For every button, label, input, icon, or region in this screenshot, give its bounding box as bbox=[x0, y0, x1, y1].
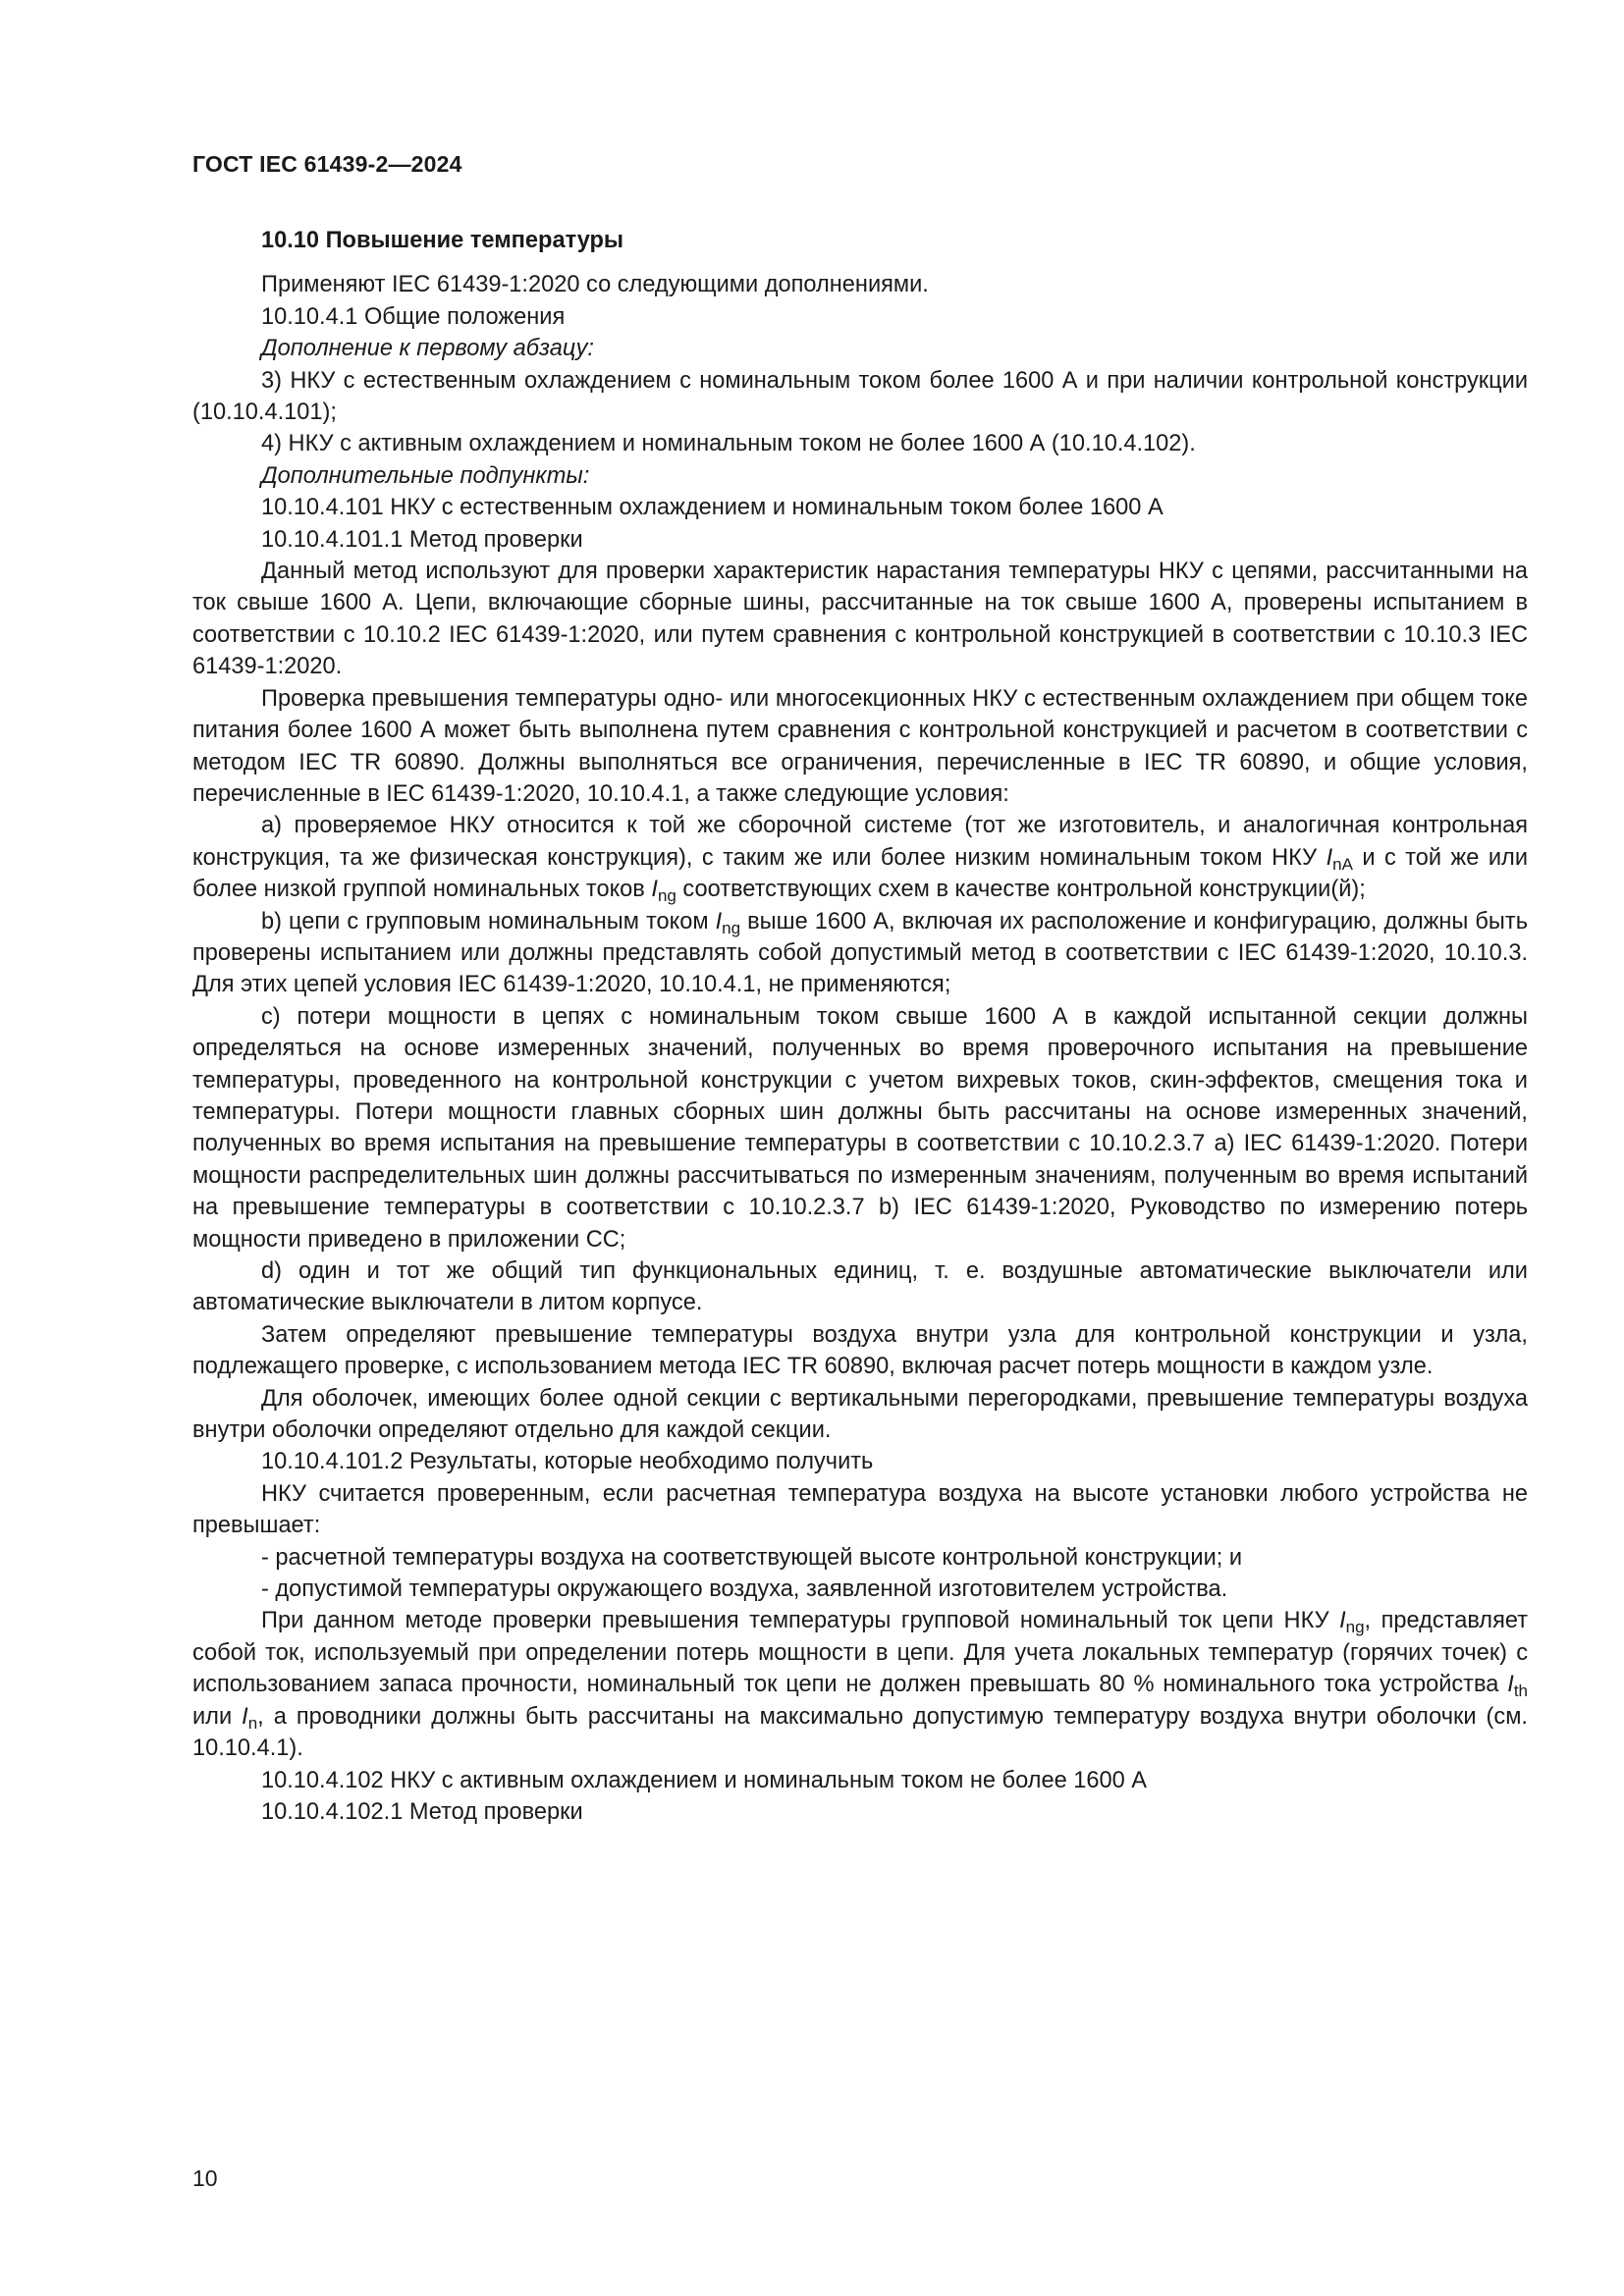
amendment-note: Дополнение к первому абзацу: bbox=[261, 336, 594, 362]
current-symbol: I bbox=[1326, 844, 1333, 871]
subclause-heading: 10.10.4.101.2 Результаты, которые необходимо получить bbox=[261, 1449, 874, 1475]
subclause-heading: 10.10.4.101.1 Метод проверки bbox=[261, 526, 583, 553]
paragraph: Для оболочек, имеющих более одной секции с вертикальными перегородками, превышение температуры воздуха внутри оболочки определяют отдельно для каждой секции. bbox=[192, 1385, 1528, 1444]
symbol-subscript: th bbox=[1513, 1682, 1528, 1701]
list-item: 4) НКУ с активным охлаждением и номинальным током не более 1600 А (10.10.4.102). bbox=[261, 431, 1196, 457]
standard-header: ГОСТ IEC 61439-2—2024 bbox=[192, 151, 462, 177]
list-item: - расчетной температуры воздуха на соответствующей высоте контрольной конструкции; и bbox=[261, 1544, 1243, 1571]
text-run: и с той же или более низкой группой номинальных токов bbox=[192, 844, 1528, 903]
current-symbol: I bbox=[651, 877, 658, 903]
text-run: , представляет собой ток, используемый при определении потерь мощности в цепи. Для учета локальных температур (горячих точек) с использованием запаса прочности, номинальный ток цепи не должен превышать 80 % номинального тока устройства bbox=[192, 1608, 1528, 1698]
subclause-heading: 10.10.4.102.1 Метод проверки bbox=[261, 1798, 583, 1825]
amendment-note: Дополнительные подпункты: bbox=[261, 462, 590, 489]
text-run: a) проверяемое НКУ относится к той же сборочной системе (тот же изготовитель, и аналогичная контрольная конструкция, та же физическая конструкция), с таким же или более низким номинальным током НКУ bbox=[192, 813, 1528, 871]
symbol-subscript: ng bbox=[657, 886, 677, 906]
paragraph: Данный метод используют для проверки характеристик нарастания температуры НКУ с цепями, рассчитанными на ток свыше 1600 А. Цепи, включающие сборные шины, рассчитанные на ток свыше 1600 А, проверены испытанием в соответствии с 10.10.2 IEC 61439-1:2020, или путем сравнения с контрольной конструкцией в соответствии с 10.10.3 IEC 61439-1:2020. bbox=[192, 559, 1528, 680]
section-title: 10.10 Повышение температуры bbox=[261, 228, 624, 253]
condition-item-a bbox=[192, 810, 1528, 905]
paragraph: Применяют IEC 61439-1:2020 со следующими дополнениями. bbox=[261, 272, 929, 298]
text-run: или bbox=[192, 1703, 243, 1730]
current-symbol: I bbox=[1339, 1608, 1346, 1634]
subclause-heading: 10.10.4.101 НКУ с естественным охлаждением и номинальным током более 1600 А bbox=[261, 495, 1164, 521]
subclause-heading: 10.10.4.1 Общие положения bbox=[261, 303, 566, 330]
text-run: выше 1600 А, включая их расположение и конфигурацию, должны быть проверены испытанием или должны представлять собой допустимый метод в соответствии с IEC 61439-1:2020, 10.10.3. Для этих цепей условия IEC 61439-1:2020, 10.10.4.1, не применяются; bbox=[192, 908, 1528, 998]
subclause-heading: 10.10.4.102 НКУ с активным охлаждением и номинальным током не более 1600 А bbox=[261, 1767, 1148, 1793]
symbol-subscript: ng bbox=[722, 918, 741, 937]
paragraph: НКУ считается проверенным, если расчетная температура воздуха на высоте установки любого устройства не превышает: bbox=[192, 1480, 1528, 1539]
document-body bbox=[192, 225, 1528, 1828]
condition-item-d: d) один и тот же общий тип функциональных единиц, т. е. воздушные автоматические выключатели или автоматические выключатели в литом корпусе. bbox=[192, 1258, 1528, 1316]
condition-item-b bbox=[192, 906, 1528, 1001]
list-item: 3) НКУ с естественным охлаждением с номинальным током более 1600 А и при наличии контрольной конструкции (10.10.4.101); bbox=[192, 367, 1528, 426]
paragraph bbox=[192, 1605, 1528, 1764]
symbol-subscript: nA bbox=[1332, 854, 1353, 874]
text-run: b) цепи с групповым номинальным током bbox=[261, 908, 716, 934]
list-item: - допустимой температуры окружающего воздуха, заявленной изготовителем устройства. bbox=[261, 1576, 1228, 1603]
current-symbol: I bbox=[1507, 1672, 1514, 1698]
page-number: 10 bbox=[192, 2165, 218, 2191]
current-symbol: I bbox=[715, 908, 723, 934]
text-run: соответствующих схем в качестве контрольной конструкции(й); bbox=[676, 877, 1366, 903]
symbol-subscript: ng bbox=[1345, 1618, 1365, 1637]
paragraph: Проверка превышения температуры одно- или многосекционных НКУ с естественным охлаждением при общем токе питания более 1600 А может быть выполнена путем сравнения с контрольной конструкцией и расчетом в соответствии с методом IEC TR 60890. Должны выполняться все ограничения, перечисленные в IEC TR 60890, и общие условия, перечисленные в IEC 61439-1:2020, 10.10.4.1, а также следующие условия: bbox=[192, 685, 1528, 807]
current-symbol: I bbox=[242, 1703, 248, 1730]
paragraph: Затем определяют превышение температуры воздуха внутри узла для контрольной конструкции и узла, подлежащего проверке, с использованием метода IEC TR 60890, включая расчет потерь мощности в каждом узле. bbox=[192, 1321, 1528, 1380]
text-run: , а проводники должны быть рассчитаны на максимально допустимую температуру воздуха внутри оболочки (см. 10.10.4.1). bbox=[192, 1703, 1528, 1762]
symbol-subscript: n bbox=[247, 1713, 258, 1733]
condition-item-c: c) потери мощности в цепях с номинальным током свыше 1600 А в каждой испытанной секции должны определяться на основе измеренных значений, полученных во время проверочного испытания на превышение температуры, проведенного на контрольной конструкции с учетом вихревых токов, скин-эффектов, смещения тока и температуры. Потери мощности главных сборных шин должны быть рассчитаны на основе измеренных значений, полученных во время испытания на превышение температуры в соответствии с 10.10.2.3.7 a) IEC 61439-1:2020. Потери мощности распределительных шин должны рассчитываться по измеренным значениям, полученным во время испытаний на превышение температуры в соответствии с 10.10.2.3.7 b) IEC 61439-1:2020, Руководство по измерению потерь мощности приведено в приложении СС; bbox=[192, 1003, 1528, 1253]
text-run: При данном методе проверки превышения температуры групповой номинальный ток цепи НКУ bbox=[261, 1608, 1340, 1634]
